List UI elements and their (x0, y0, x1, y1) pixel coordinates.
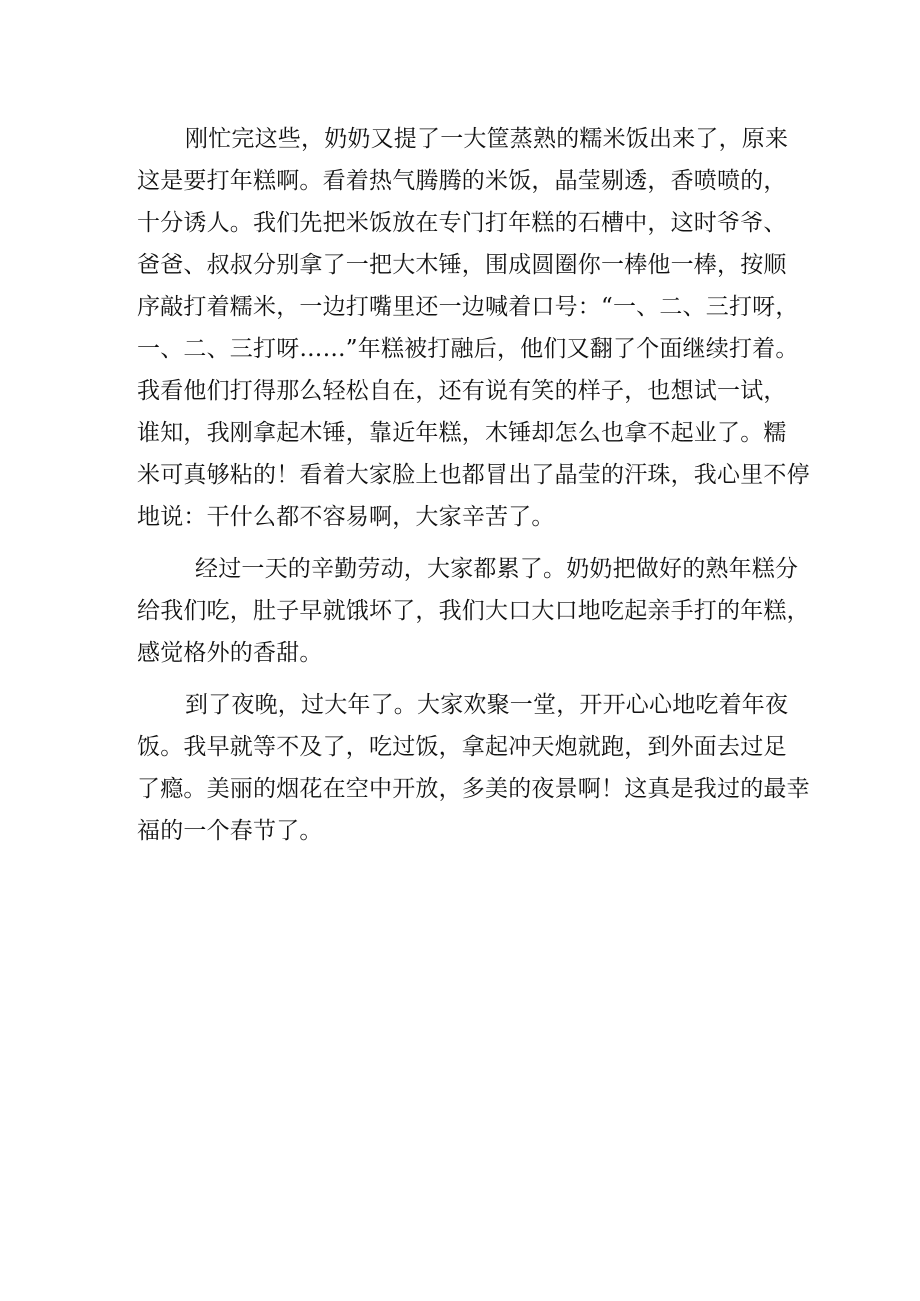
text-line: 到了夜晚，过大年了。大家欢聚一堂，开开心心地吃着年夜 (185, 692, 789, 718)
text-line: 地说：干什么都不容易啊，大家辛苦了。 (137, 504, 555, 530)
essay-body (137, 118, 810, 852)
paragraph-3 (137, 684, 810, 852)
text-line: 序敲打着糯米，一边打嘴里还一边喊着口号：“一、二、三打呀， (137, 294, 799, 320)
text-line: 饭。我早就等不及了，吃过饭，拿起冲天炮就跑，到外面去过足 (137, 734, 787, 760)
text-line: 我看他们打得那么轻松自在，还有说有笑的样子，也想试一试， (137, 378, 787, 404)
text-line: 给我们吃，肚子早就饿坏了，我们大口大口地吃起亲手打的年糕， (137, 598, 810, 624)
text-line: 刚忙完这些，奶奶又提了一大筐蒸熟的糯米饭出来了，原来 (185, 126, 789, 152)
text-line: 了瘾。美丽的烟花在空中开放，多美的夜景啊！这真是我过的最幸 (137, 776, 810, 802)
text-line: 经过一天的辛勤劳动，大家都累了。奶奶把做好的熟年糕分 (195, 556, 799, 582)
text-line: 感觉格外的香甜。 (137, 640, 323, 666)
text-line: 一、二、三打呀……”年糕被打融后，他们又翻了个面继续打着。 (137, 336, 799, 362)
text-line: 谁知，我刚拿起木锤，靠近年糕，木锤却怎么也拿不起业了。糯 (137, 420, 787, 446)
text-line: 十分诱人。我们先把米饭放在专门打年糕的石槽中，这时爷爷、 (137, 210, 787, 236)
text-line: 这是要打年糕啊。看着热气腾腾的米饭，晶莹剔透，香喷喷的， (137, 168, 787, 194)
paragraph-gap (137, 674, 797, 684)
text-line: 福的一个春节了。 (137, 818, 323, 844)
paragraph-gap (137, 538, 797, 548)
text-line: 爸爸、叔叔分别拿了一把大木锤，围成圆圈你一棒他一棒，按顺 (137, 252, 787, 278)
paragraph-1 (137, 118, 810, 538)
text-line: 米可真够粘的！看着大家脸上也都冒出了晶莹的汗珠，我心里不停 (137, 462, 810, 488)
paragraph-2 (137, 548, 810, 674)
